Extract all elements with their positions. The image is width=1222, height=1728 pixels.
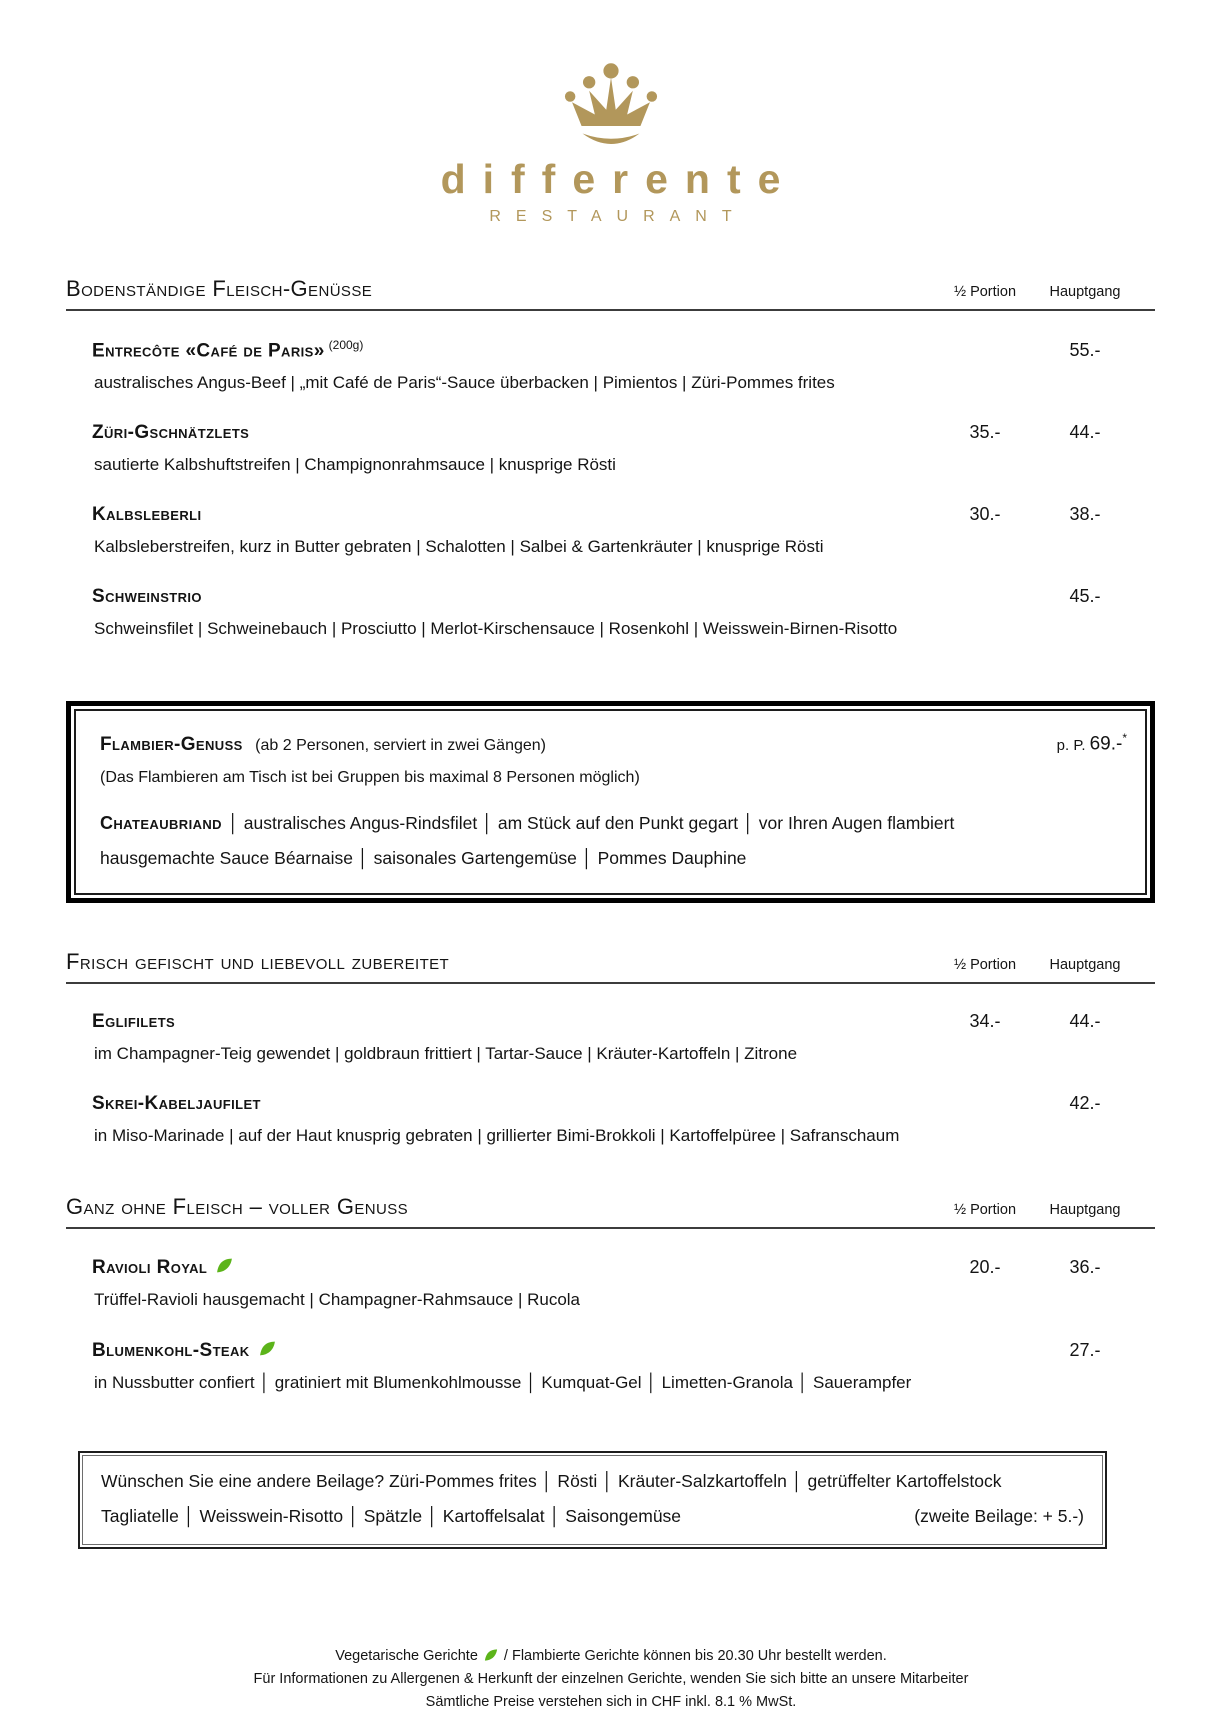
flambe-time-note: / Flambierte Gerichte können bis 20.30 Uhr bestellt werden. [503, 1648, 887, 1664]
section-header [66, 276, 1155, 302]
menu-item-zueri-gschnaetzlets [66, 422, 1155, 477]
menu-item-ravioli-royal [66, 1256, 1155, 1312]
dish-name: Chateaubriand [100, 812, 222, 833]
item-description: Trüffel-Ravioli hausgemacht | Champagner-Rahmsauce | Rucola [94, 1289, 581, 1309]
item-description: in Nussbutter confiert │ gratiniert mit Blumenkohlmousse │ Kumquat-Gel │ Limetten-Granola │ Sauerampfer [94, 1372, 912, 1392]
price-value: 69.- [1089, 733, 1123, 755]
restaurant-logo [66, 62, 1155, 226]
column-header-main-course: Hauptgang [1049, 284, 1121, 300]
menu-item-kalbsleberli [66, 504, 1155, 559]
side-dishes-list: Tagliatelle │ Weisswein-Risotto │ Spätzle │ Kartoffelsalat │ Saisongemüse [101, 1505, 682, 1526]
item-name: Entrecôte «Café de Paris» $^{(200g)}$ [92, 338, 364, 362]
menu-item-blumenkohl-steak [66, 1339, 1155, 1395]
second-side-surcharge: (zweite Beilage: + 5.-) [914, 1505, 1084, 1526]
side-dishes-line-1: Wünschen Sie eine andere Beilage? Züri-Pommes frites │ Rösti │ Kräuter-Salzkartoffeln │ getrüffelter Kartoffelstock [101, 1470, 1002, 1491]
menu-item-schweinstrio [66, 586, 1155, 641]
section-fish [66, 949, 1155, 1148]
item-name: Eglifilets [92, 1010, 176, 1032]
item-description: in Miso-Marinade | auf der Haut knusprig gebraten | grillierter Bimi-Brokkoli | Kartoffelpüree | Safranschaum [94, 1125, 900, 1145]
section-divider [66, 309, 1155, 311]
item-weight-note: (200g) [328, 338, 364, 352]
section-meat [66, 276, 1155, 641]
flambier-title-note: (ab 2 Personen, serviert in zwei Gängen) [255, 736, 546, 754]
item-name: Blumenkohl-Steak [66, 1339, 935, 1362]
logo-wordmark: differente [440, 156, 798, 202]
section-title: Ganz ohne Fleisch – voller Genuss [66, 1193, 409, 1219]
price-prefix: p. P. [1056, 736, 1086, 754]
item-description: Kalbsleberstreifen, kurz in Butter gebraten | Schalotten | Salbei & Gartenkräuter | knusprige Rösti [94, 537, 824, 557]
price-half-portion: 30.- [969, 504, 1001, 525]
side-dishes-box [78, 1451, 1107, 1549]
flambier-box [66, 701, 1155, 902]
menu-item-entrecote [66, 338, 1155, 395]
flambier-price [1057, 731, 1127, 755]
flambier-dish-line-2: hausgemachte Sauce Béarnaise │ saisonales Gartengemüse │ Pommes Dauphine [100, 847, 747, 868]
section-divider [66, 1227, 1155, 1229]
section-title: Bodenständige Fleisch-Genüsse [66, 276, 373, 301]
flambier-title: Flambier-Genuss [100, 733, 243, 755]
vegetarian-legend-label: Vegetarische Gerichte [335, 1648, 478, 1664]
menu-item-eglifilets [66, 1011, 1155, 1066]
price-half-portion: 35.- [969, 422, 1001, 443]
column-header-main-course: Hauptgang [1049, 1201, 1121, 1218]
column-header-half-portion: ½ Portion [953, 284, 1017, 300]
flambier-dish-line [100, 813, 1127, 834]
price-main-course: 45.- [1069, 586, 1101, 607]
price-half-portion: 34.- [969, 1010, 1001, 1031]
menu-item-skrei-kabeljaufilet [66, 1093, 1155, 1148]
footer-line-2: Für Informationen zu Allergenen & Herkunft der einzelnen Gerichte, wenden Sie sich bitte an unsere Mitarbeiter [253, 1671, 969, 1687]
footer-notes [0, 1645, 1222, 1714]
logo-subtitle: RESTAURANT [489, 208, 747, 225]
side-dishes-box-inner [82, 1455, 1103, 1545]
leaf-icon [484, 1647, 498, 1663]
price-main-course: 44.- [1069, 1010, 1101, 1031]
price-main-course: 36.- [1069, 1256, 1101, 1277]
crown-icon [554, 62, 668, 150]
item-description: sautierte Kalbshuftstreifen | Champignonrahmsauce | knusprige Rösti [94, 455, 616, 475]
section-header [66, 949, 1155, 975]
item-description: im Champagner-Teig gewendet | goldbraun frittiert | Tartar-Sauce | Kräuter-Kartoffeln | Zitrone [94, 1043, 798, 1063]
leaf-icon [259, 1339, 276, 1358]
section-vegetarian [66, 1194, 1155, 1395]
item-name: Skrei-Kabeljaufilet [92, 1092, 261, 1114]
price-main-course: 44.- [1069, 422, 1101, 443]
price-main-course: 55.- [1069, 340, 1101, 361]
section-divider [66, 982, 1155, 984]
column-header-half-portion: ½ Portion [953, 956, 1017, 973]
item-name: Züri-Gschnätzlets [92, 422, 250, 444]
section-header [66, 1194, 1155, 1220]
price-main-course: 27.- [1069, 1339, 1101, 1360]
footer-line-3: Sämtliche Preise verstehen sich in CHF inkl. 8.1 % MwSt. [425, 1694, 797, 1710]
footer-line-1 [0, 1645, 1222, 1668]
item-name: Kalbsleberli [92, 504, 202, 526]
column-header-half-portion: ½ Portion [953, 1201, 1017, 1218]
flambier-note: (Das Flambieren am Tisch ist bei Gruppen bis maximal 8 Personen möglich) [100, 768, 640, 786]
section-title: Frisch gefischt und liebevoll zubereitet [66, 948, 450, 974]
price-footnote-marker: * [1122, 731, 1127, 746]
price-main-course: 42.- [1069, 1092, 1101, 1113]
item-description: australisches Angus-Beef | „mit Café de Paris“-Sauce überbacken | Pimientos | Züri-Pommes frites [94, 373, 835, 393]
leaf-icon [216, 1256, 233, 1275]
price-half-portion: 20.- [969, 1256, 1001, 1277]
column-header-main-course: Hauptgang [1049, 956, 1121, 973]
item-name: Schweinstrio [92, 586, 202, 608]
flambier-box-inner [74, 709, 1147, 894]
item-name: Ravioli Royal [66, 1256, 935, 1279]
flambier-title-line [100, 734, 546, 756]
price-main-course: 38.- [1069, 504, 1101, 525]
dish-description: │ australisches Angus-Rindsfilet │ am Stück auf den Punkt gegart │ vor Ihren Augen flambiert [227, 812, 955, 833]
side-dishes-line-2 [101, 1499, 1084, 1534]
item-description: Schweinsfilet | Schweinebauch | Prosciutto | Merlot-Kirschensauce | Rosenkohl | Weisswein-Birnen-Risotto [94, 619, 898, 639]
